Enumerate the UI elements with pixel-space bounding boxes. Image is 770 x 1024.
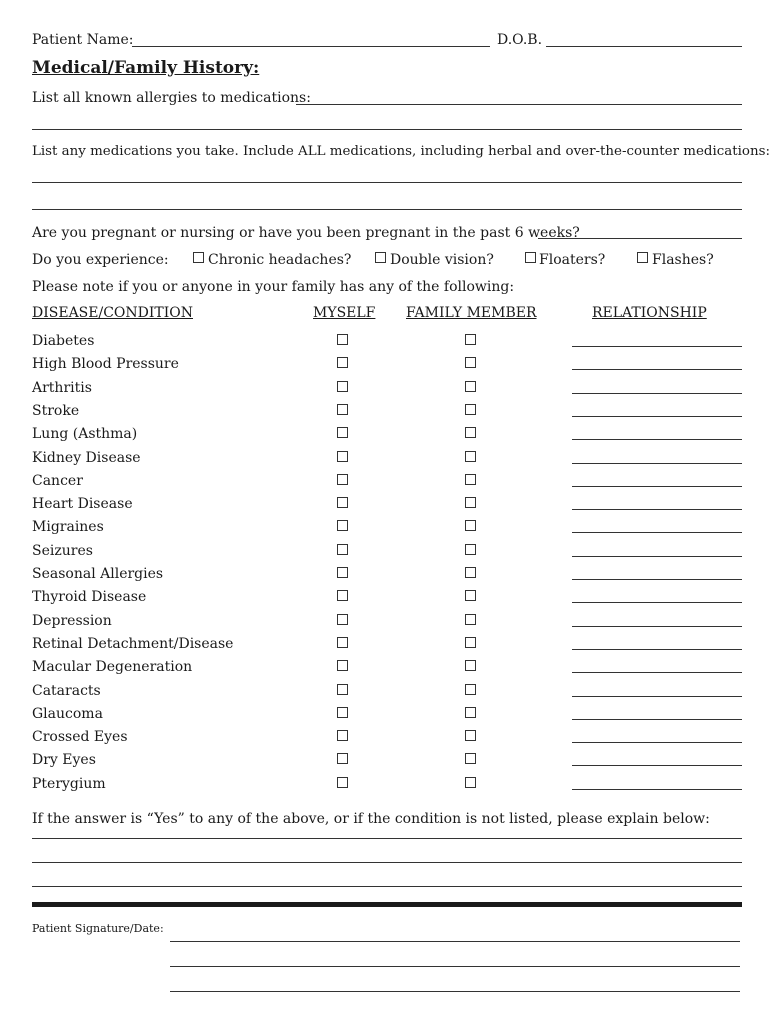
family-member-checkbox[interactable] <box>465 637 476 648</box>
signature-label: Patient Signature/Date: <box>32 922 164 935</box>
signature-field-3[interactable] <box>170 991 740 992</box>
family-member-checkbox[interactable] <box>465 520 476 531</box>
family-member-checkbox[interactable] <box>465 590 476 601</box>
condition-label: Retinal Detachment/Disease <box>32 635 234 652</box>
family-member-checkbox[interactable] <box>465 451 476 462</box>
myself-checkbox[interactable] <box>337 497 348 508</box>
myself-checkbox[interactable] <box>337 753 348 764</box>
section-title: Medical/Family History: <box>32 58 260 78</box>
relationship-field[interactable] <box>572 579 742 580</box>
condition-label: High Blood Pressure <box>32 356 179 373</box>
family-member-checkbox[interactable] <box>465 614 476 625</box>
relationship-field[interactable] <box>572 672 742 673</box>
allergies-field-2[interactable] <box>32 129 742 130</box>
signature-field-2[interactable] <box>170 966 740 967</box>
family-member-checkbox[interactable] <box>465 357 476 368</box>
explain-field-3[interactable] <box>32 886 742 887</box>
relationship-field[interactable] <box>572 509 742 510</box>
family-member-checkbox[interactable] <box>465 777 476 788</box>
condition-label: Pterygium <box>32 775 106 792</box>
double-vision-checkbox[interactable] <box>375 252 386 263</box>
experience-label: Do you experience: <box>32 252 169 268</box>
condition-label: Migraines <box>32 519 104 536</box>
myself-checkbox[interactable] <box>337 590 348 601</box>
condition-label: Diabetes <box>32 333 95 349</box>
myself-checkbox[interactable] <box>337 684 348 695</box>
myself-checkbox[interactable] <box>337 381 348 392</box>
condition-label: Kidney Disease <box>32 449 141 466</box>
myself-checkbox[interactable] <box>337 730 348 741</box>
condition-label: Cancer <box>32 472 83 489</box>
relationship-field[interactable] <box>572 765 742 766</box>
condition-label: Macular Degeneration <box>32 659 193 676</box>
relationship-field[interactable] <box>572 556 742 557</box>
chronic-headaches-checkbox[interactable] <box>193 252 204 263</box>
signature-field-1[interactable] <box>170 941 740 942</box>
relationship-field[interactable] <box>572 439 742 440</box>
myself-checkbox[interactable] <box>337 637 348 648</box>
floaters-checkbox[interactable] <box>525 252 536 263</box>
family-member-checkbox[interactable] <box>465 753 476 764</box>
relationship-field[interactable] <box>572 789 742 790</box>
flashes-label: Flashes? <box>652 252 714 268</box>
relationship-field[interactable] <box>572 393 742 394</box>
relationship-field[interactable] <box>572 346 742 347</box>
myself-checkbox[interactable] <box>337 660 348 671</box>
myself-checkbox[interactable] <box>337 474 348 485</box>
explain-note: If the answer is “Yes” to any of the above, or if the condition is not listed, please explain below: <box>32 811 710 827</box>
relationship-field[interactable] <box>572 626 742 627</box>
relationship-field[interactable] <box>572 742 742 743</box>
pregnant-field[interactable] <box>538 238 742 239</box>
explain-field-2[interactable] <box>32 862 742 863</box>
relationship-field[interactable] <box>572 719 742 720</box>
myself-checkbox[interactable] <box>337 567 348 578</box>
myself-checkbox[interactable] <box>337 427 348 438</box>
myself-checkbox[interactable] <box>337 451 348 462</box>
pregnant-question: Are you pregnant or nursing or have you been pregnant in the past 6 weeks? <box>32 225 580 241</box>
explain-field-1[interactable] <box>32 838 742 839</box>
header-condition: DISEASE/CONDITION <box>32 305 193 321</box>
patient-name-label: Patient Name: <box>32 32 134 48</box>
relationship-field[interactable] <box>572 416 742 417</box>
dob-field[interactable] <box>546 46 742 47</box>
header-family: FAMILY MEMBER <box>406 305 537 321</box>
relationship-field[interactable] <box>572 486 742 487</box>
condition-label: Seasonal Allergies <box>32 566 164 582</box>
condition-label: Seizures <box>32 542 93 559</box>
family-member-checkbox[interactable] <box>465 497 476 508</box>
condition-label: Glaucoma <box>32 705 103 722</box>
myself-checkbox[interactable] <box>337 544 348 555</box>
relationship-field[interactable] <box>572 463 742 464</box>
family-member-checkbox[interactable] <box>465 427 476 438</box>
family-note: Please note if you or anyone in your family has any of the following: <box>32 279 515 295</box>
myself-checkbox[interactable] <box>337 777 348 788</box>
condition-label: Thyroid Disease <box>32 589 147 606</box>
condition-label: Cataracts <box>32 682 101 699</box>
section-divider <box>32 902 742 907</box>
condition-label: Dry Eyes <box>32 752 96 769</box>
condition-label: Arthritis <box>32 379 92 396</box>
family-member-checkbox[interactable] <box>465 334 476 345</box>
condition-label: Stroke <box>32 402 80 419</box>
patient-name-field[interactable] <box>132 46 490 47</box>
relationship-field[interactable] <box>572 696 742 697</box>
relationship-field[interactable] <box>572 649 742 650</box>
family-member-checkbox[interactable] <box>465 707 476 718</box>
header-myself: MYSELF <box>313 305 376 321</box>
family-member-checkbox[interactable] <box>465 381 476 392</box>
medications-question: List any medications you take. Include ALL medications, including herbal and over-the-counter medications: <box>32 144 770 159</box>
relationship-field[interactable] <box>572 602 742 603</box>
condition-label: Crossed Eyes <box>32 729 128 746</box>
myself-checkbox[interactable] <box>337 707 348 718</box>
chronic-headaches-label: Chronic headaches? <box>208 252 352 268</box>
relationship-field[interactable] <box>572 369 742 370</box>
myself-checkbox[interactable] <box>337 334 348 345</box>
allergies-question: List all known allergies to medications: <box>32 90 311 106</box>
family-member-checkbox[interactable] <box>465 660 476 671</box>
family-member-checkbox[interactable] <box>465 730 476 741</box>
medications-field-1[interactable] <box>32 182 742 183</box>
myself-checkbox[interactable] <box>337 520 348 531</box>
floaters-label: Floaters? <box>539 252 606 268</box>
relationship-field[interactable] <box>572 532 742 533</box>
medications-field-2[interactable] <box>32 209 742 210</box>
flashes-checkbox[interactable] <box>637 252 648 263</box>
double-vision-label: Double vision? <box>390 252 494 268</box>
myself-checkbox[interactable] <box>337 357 348 368</box>
family-member-checkbox[interactable] <box>465 684 476 695</box>
condition-label: Depression <box>32 612 112 629</box>
family-member-checkbox[interactable] <box>465 474 476 485</box>
family-member-checkbox[interactable] <box>465 567 476 578</box>
condition-label: Lung (Asthma) <box>32 426 138 443</box>
dob-label: D.O.B. <box>497 32 543 48</box>
header-relationship: RELATIONSHIP <box>592 305 707 321</box>
family-member-checkbox[interactable] <box>465 404 476 415</box>
family-member-checkbox[interactable] <box>465 544 476 555</box>
myself-checkbox[interactable] <box>337 404 348 415</box>
allergies-field[interactable] <box>296 104 742 105</box>
myself-checkbox[interactable] <box>337 614 348 625</box>
condition-label: Heart Disease <box>32 496 133 513</box>
